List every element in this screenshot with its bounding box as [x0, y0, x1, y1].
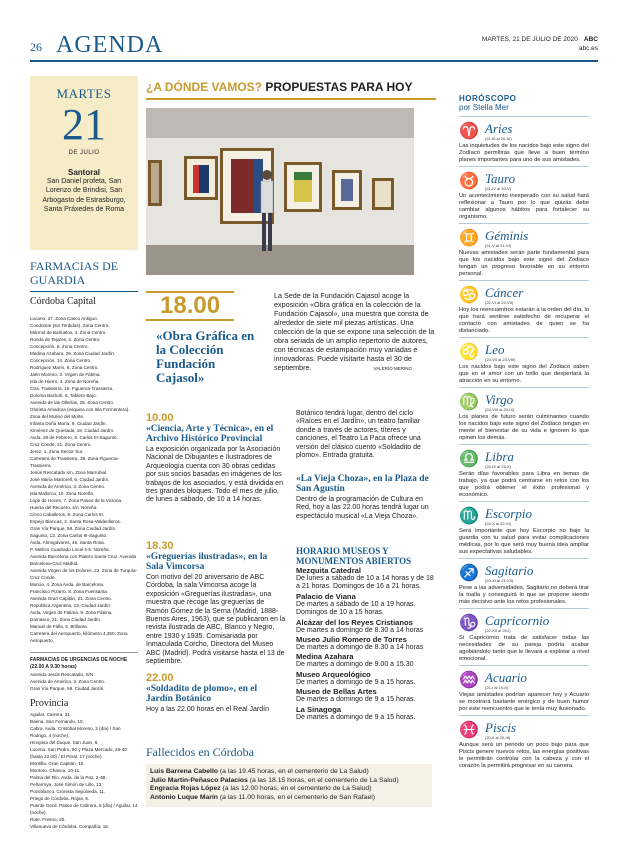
sign-name: Leo — [485, 341, 505, 357]
museum-name: Palacio de Viana — [296, 591, 356, 601]
pharmacy-entry: Sagunto, 13. Zona Carlos III-Sagunto. — [30, 532, 108, 538]
obituary-detail: (a las 12.00 horas, en el cementerio de La Salud) — [222, 785, 372, 793]
pharmacy-entry: Gran Vía Parque, 58. Zona Ciudad Jardín. — [30, 525, 117, 531]
obituary-detail: (a las 19.45 horas, en el cementerio de La Salud) — [219, 768, 369, 775]
museum-hours: De martes a domingo de 8.30 a 14 horas — [296, 644, 424, 652]
sign-title — [485, 343, 515, 362]
pharmacies-city: Córdoba Capital — [30, 295, 96, 307]
gallery-photo — [146, 108, 414, 275]
zodiac-icon: ♉ — [459, 173, 479, 190]
zodiac-icon: ♏ — [459, 508, 479, 525]
pharmacy-entry: Avenida Virgen de los Dolores, 23. Zona de Turquía-Cruz Conde. — [30, 567, 138, 580]
sign-text: Será importante que hoy Escorpio no baje la guardia con tu salud para evitar complicaciones médicas, por lo que será muy buena idea ampliar sus expectativas saludables. — [459, 528, 589, 555]
event-title: «La Vieja Choza», en la Plaza de San Agustín — [296, 474, 429, 494]
featured-body: La Sede de la Fundación Cajasol acoge la exposición «Obra gráfica en la colección de la Fundación Cajasol», una muestra que consta de alrededor de siete mil piezas artísticas. Una colección de la que se expone una selección de la obra seriada de un amplio repertorio de autores, con técnicas de estampación muy variadas e innovadoras. Puede visitarte hasta el 30 de septiembre. — [274, 291, 435, 372]
zodiac-icon: ♊ — [459, 230, 479, 247]
sign-dates: (21-IV al 20-V) — [485, 185, 512, 191]
event-vieja-choza — [296, 474, 438, 521]
horoscope-sign — [459, 501, 589, 556]
artwork-print — [193, 165, 209, 193]
artwork — [372, 178, 394, 210]
province-pharmacy-entry: Pozoblanco. Cronista Sepúlveda, 11. — [30, 788, 106, 794]
obituaries-heading: Fallecidos en Córdoba — [146, 745, 254, 759]
event-time: 22.00 — [146, 672, 174, 684]
horoscope-sign — [459, 444, 589, 499]
museum-name: Medina Azahara — [296, 652, 354, 662]
month: DE JULIO — [68, 150, 100, 156]
main-section-title — [146, 80, 436, 100]
artwork-print — [341, 179, 353, 201]
province-pharmacy-entry: Priego de Córdoba. Rojas, 5. — [30, 795, 90, 801]
event-title: «Soldadito de plomo», en el Jardín Botánico — [146, 684, 258, 704]
province-pharmacy-entry: Aguilar. Carrera, 31. — [30, 711, 72, 717]
sign-dates: (21-V al 21-VI) — [485, 242, 512, 248]
sign-title — [485, 507, 532, 526]
obituaries — [146, 745, 432, 807]
museum-hours: De martes a sábado de 10 a 19 horas. Domingos de 10 a 15 horas. — [296, 600, 416, 617]
sign-title — [485, 450, 514, 469]
horoscope-sign — [459, 166, 589, 221]
sign-title — [485, 229, 528, 248]
sign-name: Piscis — [485, 719, 517, 735]
header-dateline — [482, 35, 598, 53]
province-pharmacy-entry: Rute. Fresno, 20. — [30, 816, 66, 822]
sign-name: Cáncer — [485, 284, 524, 300]
pharmacy-entry: Ctra. Trassierra, 16. Figueroa-Trassierra. — [30, 385, 114, 391]
pharmacy-entry: Medina Azahara, 29. Zona Ciudad Jardín. — [30, 350, 116, 356]
sign-header — [459, 119, 589, 143]
horoscope-sign — [459, 608, 589, 663]
pharmacy-entry: Jerez, 1. Zona Sector Sur. — [30, 448, 84, 454]
visitor-figure — [258, 168, 276, 256]
obituary-name: Luis Barrena Cabello — [150, 768, 218, 775]
artwork — [284, 162, 322, 212]
photo-credit: VALERIO MERINO — [373, 366, 412, 371]
sign-dates: (24-VIII al 23-IX) — [485, 406, 515, 412]
museum-hours: De martes a domingo de 9 a 15 horas. — [296, 713, 416, 721]
sign-title — [485, 172, 515, 191]
pharmacies-title: FARMACIAS DE GUARDIA — [30, 260, 138, 292]
pharmacy-entry: Avda. 28 de Febrero, 6. Carlos III-Sagunto. — [30, 434, 118, 440]
province-pharmacy-entry: Lucena. San Pedro, 90 y Plaza Mercado, 26-40 (hasta 22.00) / El Peral, 17 (noche). — [30, 746, 127, 759]
night-pharmacy-entry: Gran Vía Parque, 59. Ciudad Jardín. — [30, 685, 105, 691]
sign-text: Si Capricornio trata de satisfacer todas las necesidades de su pareja podría acabar agobiándolo tanto que le llevará a explotar a nivel emocional. — [459, 635, 589, 662]
zodiac-icon: ♋ — [459, 287, 479, 304]
featured-title: «Obra Gráfica en la Colección Fundación Cajasol» — [156, 328, 255, 385]
sign-dates: (21-I al 19-II) — [485, 684, 508, 690]
header-brand: ABC — [583, 36, 598, 43]
obituary-name: Antonio Luque Marín — [150, 794, 218, 802]
saints-heading: Santoral — [67, 168, 100, 177]
main-title-b: PROPUESTAS PARA HOY — [265, 80, 413, 94]
pharmacy-entry: Damasco, 21. Zona Ciudad Jardín. — [30, 616, 102, 622]
sign-text: Hoy los reencuentros estarán a la orden del día, lo que hará sentirse satisfecho de recuperar el contacto con amistades de quien se ha distanciado. — [459, 307, 589, 334]
zodiac-icon: ♓ — [459, 722, 479, 739]
pharmacy-entry: Manuel de Falla, 6. Brillante. — [30, 623, 89, 629]
event-body: Con motivo del 20 aniversario de ABC Córdoba, la sala Vimcorsa acoge la exposición «Greguerías ilustradas», una muestra que recoge las greguerías de Ramón Gómez de la Serna (Madrid, 1888-Buenos Aires, 1963), que se publicaron en la revista ilustrada de ABC, Blanco y Negro, entre 1930 y 1935. Comisariada por Inmaculada Corcho, Directora del Museo ABC (Madrid). Podrá visitarse hasta el 13 de septiembre. — [146, 574, 286, 666]
zodiac-icon: ♒ — [459, 672, 479, 689]
night-pharmacies-heading: FARMACIAS DE URGENCIAS DE NOCHE (22.00 A 9.30 horas) — [30, 652, 138, 671]
obituary-row — [150, 768, 428, 777]
night-pharmacy-entry: Avenida de América, 3. Zona Centro. — [30, 678, 106, 684]
museum-name: Museo de Bellas Artes — [296, 687, 377, 697]
event-vimcorsa — [146, 540, 286, 666]
pharmacy-entry: Avenida Barcelona con Platero Santa Cruz. Avenida Barcelona-Cruz Madrid. — [30, 553, 137, 566]
header-site[interactable]: abc.es — [578, 45, 598, 53]
obituary-row — [150, 777, 428, 786]
event-title: «Ciencia, Arte y Técnica», en el Archivo Histórico Provincial — [146, 424, 274, 444]
obituary-name: Engracia Rojas López — [150, 785, 221, 793]
event-title: «Greguerías ilustradas», en la Sala Vimcorsa — [146, 552, 268, 572]
zodiac-icon: ♍ — [459, 394, 479, 411]
main-column — [146, 80, 436, 385]
pharmacy-entry: Avda. Virgen de Fátima, 9. Zona Fátima. — [30, 609, 113, 615]
event-body-short: Hoy a las 22.00 horas en el Real Jardín — [146, 706, 269, 713]
museum-hours: De martes a domingo de 9.00 a 15.30 — [296, 661, 414, 669]
pharmacy-entry: Jesús Rescatado s/n. Zona Marrubial. — [30, 469, 108, 475]
night-pharmacies-list — [30, 671, 138, 692]
obituary-row — [150, 785, 428, 794]
sign-text: Aunque será un periodo un poco bajo para que Piscis genere nuevos retos, las energías positivas le permitirán controlar con la cabeza y con el corazón la permitirá progresar en su carrera. — [459, 742, 589, 769]
sign-text: Los nacidos bajo este signo del Zodiaco saben que en el amor con un brillo que despertará la atracción en su entorno. — [459, 364, 589, 384]
province-pharmacy-entry: Montilla. Gran Capitán, 16. — [30, 760, 85, 766]
sign-dates: (24-X al 22-XI) — [485, 520, 512, 526]
pharmacy-entry: Jaén Moreno, 3. Virgen de Fátima. — [30, 371, 101, 377]
museum-name: Alcázar del los Reyes Cristianos — [296, 617, 413, 627]
pharmacy-entry: Rodríguez Marín, 6. Zona Centro. — [30, 364, 99, 370]
event-body-continued: Botánico tendrá lugar, dentro del ciclo «Raíces en el Jardín», un teatro familiar donde a través de actores, títeres y canciones, el Teatro La Paca ofrece una versión del clásico cuento «Soldadito de plomo». Entrada gratuita. — [296, 410, 421, 460]
artwork-print — [294, 172, 312, 202]
sign-header — [459, 611, 589, 635]
sign-name: Géminis — [485, 227, 529, 243]
horoscope-sign — [459, 387, 589, 442]
sign-text: Pese a las adversidades, Sagitario no deberá tirar la toalla y conseguirá lo que se propone siendo más decisivo ante los retos profesionales. — [459, 585, 589, 605]
province-pharmacy-entry: Baena. San Fernando, 10. — [30, 718, 84, 724]
horoscope-sign — [459, 223, 589, 278]
pharmacy-entry: Ronda de Tejares, 2. Zona Centro. — [30, 336, 101, 342]
sign-text: Los planes de futuro serán culminantes cuando los nacidos bajo este signo del Zodiaco tengan en mente el bienestar de su vida e ignoren lo que opinen los demás. — [459, 414, 589, 441]
pharmacy-entry: Carretera de Trassierra, 38. Zona Figueroa-Trassierra. — [30, 455, 120, 468]
museum-name: La Sinagoga — [296, 704, 342, 714]
horoscope-sign — [459, 337, 589, 385]
zodiac-icon: ♎ — [459, 451, 479, 468]
sign-dates: (23-VII al 23-VIII) — [485, 356, 516, 362]
sign-title — [485, 721, 516, 740]
museum-hours: De martes a domingo de 9 a 15 horas. — [296, 678, 416, 686]
sign-name: Virgo — [485, 391, 514, 407]
header-date: MARTES, 21 DE JULIO DE 2020 — [481, 36, 578, 43]
event-body: Dentro de la programación de Cultura en Red, hoy a las 22.00 horas tendrá lugar un espectáculo musical «La Vieja Choza». — [296, 496, 429, 520]
sign-title — [485, 122, 512, 141]
obituary-name: Julio Martín-Peñasco Palacios — [150, 776, 248, 784]
horoscope-heading: HORÓSCOPO — [459, 94, 517, 103]
pharmacy-entry: Espejo Blancas, 2. Santa Rosa-Valdeolleros. — [30, 518, 122, 524]
event-time: 10.00 — [146, 412, 174, 424]
horoscope-sign — [459, 715, 589, 770]
obituaries-list — [146, 764, 432, 807]
province-pharmacy-entry: Peñarroya. José Simón de Lillo, 13. — [30, 781, 103, 787]
sign-header — [459, 169, 589, 193]
event-body: La exposición organizada por la Asociación Nacional de Dibujantes e Ilustradores de Arqueología cuenta con 30 obras cedidas por sus socios basadas en imágenes de los trabajos de los asociados, y está dividida en tres grandes bloques. Todo el mes de julio, de lunes a sábado, de 10 a 14 horas. — [146, 446, 283, 504]
weekday: MARTES — [56, 86, 112, 101]
sign-name: Aries — [485, 120, 513, 136]
sign-name: Tauro — [485, 170, 516, 186]
sign-name: Sagitario — [485, 562, 534, 578]
saints-text: San Daniel profeta, San Lorenzo de Brindisi, San Arbogasto de Estrasburgo, Santa Práxedes de Roma — [42, 178, 126, 214]
date-box — [30, 76, 138, 250]
museums-section — [296, 546, 438, 722]
sign-header — [459, 226, 589, 250]
pharmacy-entry: Concepción, 14. Zona Centro. — [30, 357, 92, 363]
pharmacies-list — [30, 315, 138, 644]
pharmacy-entry: República Argentina, 13. Ciudad Jardín. — [30, 602, 112, 608]
museum-name: Mezquita Catedral — [296, 566, 361, 575]
province-pharmacy-entry: Villanueva de Córdoba. Compañía, 16. — [30, 823, 110, 829]
sign-name: Acuario — [485, 669, 527, 685]
zodiac-icon: ♑ — [459, 615, 479, 632]
sign-title — [485, 286, 523, 305]
section-title: AGENDA — [56, 32, 164, 58]
province-pharmacy-entry: Puente Genil. Paseo de Cabrera, 6 (día) / Aguilar, 14 (noche). — [30, 802, 138, 815]
featured-time: 18.00 — [146, 291, 234, 321]
pharmacy-entry: José María Martorell, 6. Ciudad Jardín. — [30, 476, 110, 482]
province-pharmacy-entry: Montoro. Chanca, 10-11. — [30, 767, 81, 773]
pharmacy-entry: Avenida Gran Capitán, 21. Zona Centro. — [30, 595, 113, 601]
sign-header — [459, 390, 589, 414]
event-archivo — [146, 412, 286, 505]
province-pharmacy-entry: Cabra. Avda. Cristóbal Moreno, 2 (día) / San Rodrigo, 4 (noche). — [30, 725, 121, 738]
pharmacy-entry: Cruz Conde, 21. Zona Centro. — [30, 441, 92, 447]
sign-text: Viejas amistades podrían aparecer hoy y Acuario se mostrará bastante enérgico y de buen humor por este reencuentro que le tenía muy ilusionado. — [459, 692, 589, 712]
sign-header — [459, 561, 589, 585]
horoscope-sign — [459, 280, 589, 335]
sign-name: Capricornio — [485, 612, 550, 628]
pharmacy-entry: P. Mellico Cuadrado Local 4-5. Noreña. — [30, 546, 110, 552]
museums-list — [296, 566, 438, 722]
obituary-detail: (a las 11.00 horas, en el cementerio de San Rafael) — [219, 794, 376, 802]
sign-header — [459, 718, 589, 742]
museum-hours: De martes a domingo de 8.30 a 14 horas — [296, 626, 424, 634]
sign-dates: (22-VI al 22-VII) — [485, 299, 514, 305]
museum-name: Museo Arqueológico — [296, 669, 371, 679]
page-number: 26 — [30, 40, 42, 54]
photo-floor — [146, 245, 414, 275]
pharmacy-entry: Doloma Baclurti, 6. Tablero Bajo. — [30, 392, 97, 398]
sign-title — [485, 393, 514, 412]
pharmacy-entry: Glorieta Amadora (esquina con Isla Formentera). Zona del Molino del Morte. — [30, 406, 130, 419]
sign-title — [485, 564, 533, 583]
obituary-detail: (a las 18.15 horas, en el cementerio de La Salud) — [249, 776, 399, 784]
sign-header — [459, 283, 589, 307]
horoscope-sign — [459, 116, 589, 164]
pharmacy-entry: Francisco Pizarro, 8. Zona Fuensanta. — [30, 588, 109, 594]
pharmacy-entry: Avenida de las Ollerías, 25. Zona Centro. — [30, 399, 115, 405]
event-soldadito — [146, 672, 286, 714]
museums-heading: HORARIO MUSEOS Y MONUMENTOS ABIERTOS — [296, 546, 412, 566]
pharmacy-entry: Carretera del Aeropuerto, kilómetro 4,250. Zona Aeropuerto. — [30, 630, 128, 643]
pharmacy-entry: Infanta Doña María, 9. Ciudad Jardín. — [30, 420, 107, 426]
pharmacy-entry: Isla Mallorca, 10. Zona Noreña. — [30, 490, 95, 496]
sign-text: Un acontecimiento inesperado con su salud hará reflexionar a Tauro por lo que quizás debe cambiar algunos hábitos para fortalecer su organismo. — [459, 193, 589, 220]
artwork — [184, 156, 218, 200]
pharmacy-entry: Avda. Almogávares, 46. Santa Rosa. — [30, 539, 105, 545]
pharmacy-entry: Cinco Caballeros, 9. Zona Carlos III. — [30, 511, 105, 517]
sign-dates: (23-XI al 21-XII) — [485, 577, 514, 583]
museum-name: Museo Julio Romero de Torres — [296, 635, 407, 645]
pharmacy-entry: Isla de Hierro, 4. Zona de Noreña. — [30, 378, 100, 384]
sign-dates: (20-II al 20-III) — [485, 734, 511, 740]
pharmacy-entry: Huerta del Recuero, s/n. Noreña. — [30, 504, 98, 510]
horoscope-column — [459, 94, 589, 770]
pharmacy-entry: Condomar (sin Terdidas). Zona Centro. — [30, 322, 110, 328]
zodiac-icon: ♌ — [459, 344, 479, 361]
artwork — [148, 160, 162, 206]
horoscope-author: por Stella Mer — [459, 103, 509, 112]
sign-text: Serán días favorables para Libra en temas de trabajo, ya que podrá centrarse en retos con los que podrá obtener el éxito profesional y económico. — [459, 471, 589, 498]
sign-title — [485, 614, 549, 633]
sign-header — [459, 447, 589, 471]
pharmacy-entry: Lucano, 37. Zona Casco Antiguo. — [30, 315, 98, 321]
main-title-a: ¿A DÓNDE VAMOS? — [146, 80, 262, 94]
horoscope-sign — [459, 665, 589, 713]
horoscope-list — [459, 116, 589, 770]
pharmacy-entry: Avenida de América, 3. Zona Centro. — [30, 483, 106, 489]
sign-text: Las inquietudes de los nacidos bajo este signo del Zodíaco permitirás que lleve a buen término planes importantes para uno de sus amistades. — [459, 143, 589, 163]
left-column — [30, 76, 138, 830]
pharmacy-entry: Ximénez de Quesada, 19. Ciudad Jardín. — [30, 427, 115, 433]
sign-dates: (22-XII al 20-I) — [485, 627, 511, 633]
horoscope-sign — [459, 558, 589, 606]
museum-hours: De lunes a sábado de 10 a 14 horas y de 18 a 21 horas. Domingos de 16 a 21 horas. — [296, 575, 434, 591]
featured-left — [146, 291, 266, 385]
sign-header — [459, 504, 589, 528]
province-heading: Provincia — [30, 697, 69, 709]
pharmacy-entry: Concepción, 6. Zona Centro. — [30, 343, 89, 349]
obituary-row — [150, 794, 428, 803]
sign-title — [485, 671, 527, 690]
photo-ceiling — [146, 108, 414, 138]
zodiac-icon: ♐ — [459, 565, 479, 582]
museum-hours: De martes a domingo de 9 a 15 horas. — [296, 696, 416, 704]
pharmacy-entry: Mármol de Bañuelos, 4. Zona Centro. — [30, 329, 107, 335]
sign-dates: (24-IX al 23-X) — [485, 463, 512, 469]
province-pharmacy-entry: Hinojosa del Duque. San Juan, 8. — [30, 739, 99, 745]
sign-text: Nuevas amistades serán parte fundamental para que los nacidos bajo este signo del Zodiaco tengan un progreso favorable en su entorno personal. — [459, 250, 589, 277]
sign-dates: (21-III al 20-IV) — [485, 135, 512, 141]
event-continued — [296, 410, 438, 460]
sign-name: Libra — [485, 448, 514, 464]
sign-header — [459, 340, 589, 364]
pharmacy-entry: Lope de Hoces, 7. Zona Paseo de la Victoria. — [30, 497, 123, 503]
province-pharmacy-entry: Palma del Río. Avda. de la Paz, 2-4B. — [30, 774, 107, 780]
night-pharmacy-entry: Avenida Jesús Rescatado, S/N — [30, 671, 94, 677]
day-number: 21 — [62, 100, 106, 149]
sign-header — [459, 668, 589, 692]
artwork — [332, 170, 362, 210]
pharmacy-entry: Murcia, 4. Zona Avda. de Barcelona. — [30, 581, 105, 587]
page-header — [30, 30, 598, 62]
zodiac-icon: ♈ — [459, 123, 479, 140]
event-time: 18.30 — [146, 540, 174, 552]
province-pharmacies-list — [30, 711, 138, 830]
sign-name: Escorpio — [485, 505, 532, 521]
